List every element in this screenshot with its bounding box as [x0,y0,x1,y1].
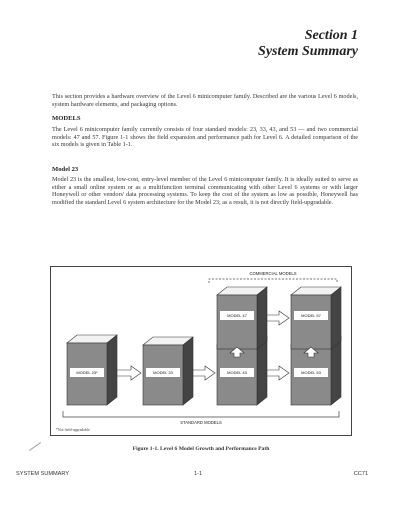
model23-paragraph: Model 23 is the smallest, low-cost, entry-level member of the Level 6 minicomputer family. It is ideally suited to serve as either a small online system or as a multifunction terminal communicating with other Level 6 systems or with larger Honeywell or other vendors' data processing systems. To keep the cost of the system as low as possible, Honeywell has modified the standard Level 6 system architecture for the Model 23; as a result, it is not directly field-upgradable. [52,176,358,206]
footer-page-number: 1-1 [194,471,203,477]
section-title: System Summary [258,44,358,59]
models-heading: MODELS [52,115,81,122]
standard-models-label: STANDARD MODELS [180,420,222,425]
arrow-47-to-57 [267,311,289,325]
figure-1-1 [50,266,352,436]
model-57-box [291,287,341,349]
margin-mark [29,442,41,451]
footer-right: CC71 [353,471,368,477]
model-43-label: MODEL 43 [227,370,247,375]
standard-bracket [63,411,339,417]
commercial-models-label: COMMERCIAL MODELS [249,271,297,276]
model-33-label: MODEL 33 [153,370,173,375]
model-53-label: MODEL 53 [301,370,321,375]
model-23-label: MODEL 23* [76,370,98,375]
intro-paragraph: This section provides a hardware overview of the Level 6 minicomputer family. Described are the various Level 6 models, system hardware elements, and packaging options. [52,93,358,108]
figure-caption: Figure 1-1. Level 6 Model Growth and Performance Path [132,446,270,452]
arrow-43-to-53 [267,366,289,380]
model-growth-diagram [51,267,353,437]
model-47-label: MODEL 47 [227,313,247,318]
model23-heading: Model 23 [52,166,79,173]
model-47-box [217,287,267,349]
footer-left: SYSTEM SUMMARY [16,471,70,477]
arrow-23-to-33 [117,366,141,380]
model-57-label: MODEL 57 [301,313,321,318]
commercial-bracket [209,279,337,283]
section-number: Section 1 [304,28,358,43]
arrow-33-to-43 [193,366,215,380]
model-33-box [143,337,193,405]
models-paragraph: The Level 6 minicomputer family currently consists of four standard models: 23, 33, 43, and 53 — and two commercial models: 47 and 57. Figure 1-1 shows the field expansion and performance path for Level 6. A detailed comparison of the six models is given in Table 1-1. [52,126,358,149]
model-23-box [67,335,117,405]
figure-footnote: *Not field-upgradable [56,428,90,432]
